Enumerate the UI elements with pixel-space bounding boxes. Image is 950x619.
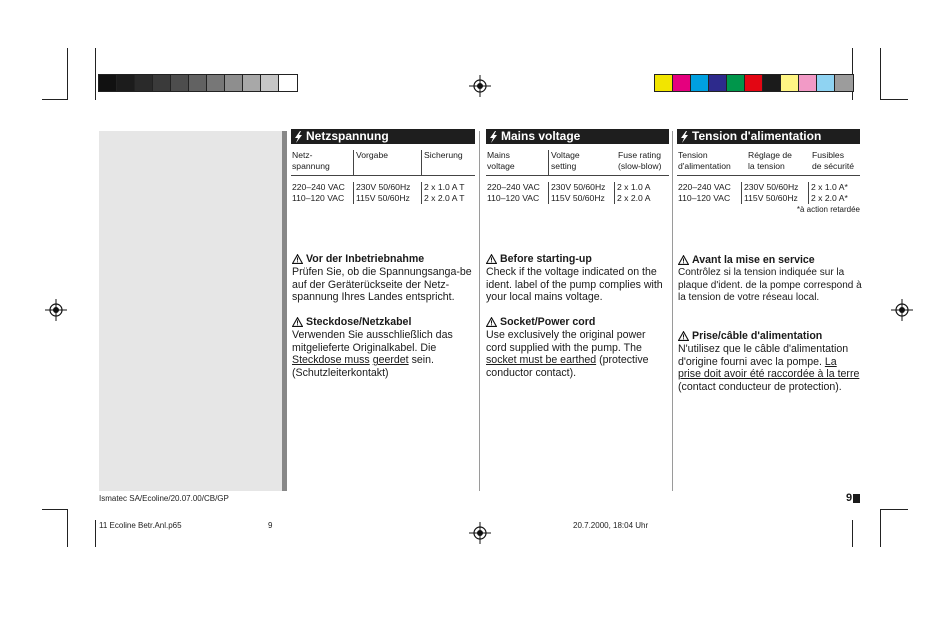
- table-header-cell: Vorgabe: [356, 150, 389, 160]
- color-swatch: [745, 75, 763, 91]
- file-name: 11 Ecoline Betr.Anl.p65: [99, 521, 182, 530]
- section-title: Netzspannung: [306, 129, 389, 143]
- table-footnote: *à action retardée: [796, 205, 860, 214]
- color-swatch: [207, 75, 225, 91]
- body-text: Verwenden Sie ausschließlich das mitgelieferte Originalkabel. Die: [292, 328, 453, 354]
- table-header-cell: de sécurité: [812, 161, 855, 171]
- table-cell: 2 x 1.0 A: [614, 182, 669, 193]
- color-swatch: [261, 75, 279, 91]
- color-swatch: [781, 75, 799, 91]
- section-header: [677, 129, 860, 144]
- color-swatch: [763, 75, 781, 91]
- section-body: [678, 343, 862, 394]
- table-header-cell: setting: [551, 161, 577, 171]
- table-header-cell: Netz-: [292, 150, 313, 160]
- crop-mark: [67, 48, 68, 100]
- color-swatch: [117, 75, 135, 91]
- color-swatch: [279, 75, 297, 91]
- crop-mark: [880, 509, 881, 547]
- table-cell: 2 x 1.0 A*: [808, 182, 860, 193]
- document-reference: Ismatec SA/Ecoline/20.07.00/CB/GP: [99, 494, 229, 503]
- section-title: Mains voltage: [501, 129, 581, 143]
- warning-icon: [292, 254, 303, 264]
- section-heading: Socket/Power cord: [500, 316, 596, 328]
- table-header-cell: Fuse rating: [618, 150, 661, 160]
- voltage-table: [291, 150, 475, 204]
- warning-icon: [292, 317, 303, 327]
- power-cord-section-fr: [678, 330, 862, 394]
- table-header-cell: (slow-blow): [618, 161, 662, 171]
- underlined-text: geerdet: [372, 354, 409, 367]
- crop-mark: [880, 99, 908, 100]
- table-cell: 220–240 VAC: [678, 182, 731, 192]
- underlined-text: socket must be earthed: [486, 354, 597, 367]
- voltage-table: [486, 150, 669, 204]
- color-swatch: [799, 75, 817, 91]
- table-cell: 230V 50/60Hz: [353, 182, 421, 193]
- section-body: Check if the voltage indicated on the ident. label of the pump complies with your local mains voltage.: [486, 265, 663, 304]
- table-header-cell: Sicherung: [424, 150, 463, 160]
- color-swatch: [727, 75, 745, 91]
- table-cell: 115V 50/60Hz: [353, 193, 421, 204]
- table-cell: 2 x 1.0 A T: [421, 182, 475, 193]
- table-header-cell: Fusibles: [812, 150, 844, 160]
- table-cell: 110–120 VAC: [487, 193, 540, 203]
- lightning-icon: [294, 131, 303, 143]
- column-divider: [672, 131, 673, 491]
- color-swatch: [691, 75, 709, 91]
- crop-mark: [42, 509, 68, 510]
- warning-icon: [678, 331, 689, 341]
- color-swatch: [189, 75, 207, 91]
- crop-mark: [880, 48, 881, 100]
- table-header-cell: d'alimentation: [678, 161, 731, 171]
- table-cell: 110–120 VAC: [292, 193, 345, 203]
- table-cell: 2 x 2.0 A: [614, 193, 669, 204]
- table-cell: 220–240 VAC: [292, 182, 345, 192]
- print-timestamp: 20.7.2000, 18:04 Uhr: [573, 521, 649, 530]
- table-cell: 2 x 2.0 A*: [808, 193, 860, 204]
- color-swatch: [243, 75, 261, 91]
- startup-section-de: [292, 253, 477, 304]
- section-title: Tension d'alimentation: [692, 129, 822, 143]
- section-body: [486, 329, 666, 380]
- table-row: [677, 182, 860, 193]
- page-number-block: [853, 494, 860, 503]
- color-swatch: [709, 75, 727, 91]
- table-cell: 115V 50/60Hz: [548, 193, 614, 204]
- column-english: [486, 129, 669, 204]
- column-french: [677, 129, 860, 215]
- table-header-cell: spannung: [292, 161, 330, 171]
- side-panel-edge: [282, 131, 287, 491]
- color-swatch: [225, 75, 243, 91]
- color-swatch: [817, 75, 835, 91]
- color-swatch: [135, 75, 153, 91]
- lightning-icon: [680, 131, 689, 143]
- section-heading: Prise/câble d'alimentation: [692, 330, 823, 342]
- page-number-text: 9: [846, 492, 853, 504]
- color-swatch: [835, 75, 853, 91]
- body-text: sein. (Schutzleiterkontakt): [292, 354, 434, 380]
- power-cord-section-de: [292, 316, 472, 380]
- registration-mark-icon: [469, 522, 491, 544]
- crop-mark: [880, 509, 908, 510]
- crop-mark: [67, 509, 68, 547]
- table-header-cell: Tension: [678, 150, 708, 160]
- process-color-bar: [654, 74, 854, 92]
- file-page: 9: [268, 521, 273, 530]
- crop-mark: [95, 520, 96, 547]
- lightning-icon: [489, 131, 498, 143]
- table-cell: 230V 50/60Hz: [741, 182, 808, 193]
- table-header-cell: Voltage: [551, 150, 580, 160]
- section-header: [291, 129, 475, 144]
- table-row: [291, 182, 475, 193]
- column-divider: [479, 131, 480, 491]
- registration-mark-icon: [891, 299, 913, 321]
- registration-mark-icon: [469, 75, 491, 97]
- underlined-text: Steckdose muss: [292, 354, 370, 367]
- table-row: [291, 193, 475, 204]
- underlined-text: La prise doit avoir été raccordée à la terre: [678, 355, 860, 381]
- section-body: Contrôlez si la tension indiquée sur la plaque d'ident. de la pompe correspond à la tension de votre réseau local.: [678, 266, 862, 304]
- color-swatch: [171, 75, 189, 91]
- section-body: Prüfen Sie, ob die Spannungsanga-be auf der Geräterückseite der Netz-spannung Ihres Landes entspricht.: [292, 265, 472, 304]
- table-row: [486, 182, 669, 193]
- table-header-cell: la tension: [748, 161, 785, 171]
- section-heading: Before starting-up: [500, 253, 592, 265]
- section-heading: Steckdose/Netzkabel: [306, 316, 412, 328]
- body-text: (protective conductor contact).: [486, 354, 649, 380]
- body-text: (contact conducteur de protection).: [678, 381, 842, 394]
- color-swatch: [655, 75, 673, 91]
- color-swatch: [153, 75, 171, 91]
- body-text: Use exclusively the original power cord supplied with the pump. The: [486, 328, 646, 354]
- table-cell: 230V 50/60Hz: [548, 182, 614, 193]
- power-cord-section-en: [486, 316, 666, 380]
- gray-color-bar: [98, 74, 298, 92]
- table-cell: 2 x 2.0 A T: [421, 193, 475, 204]
- crop-mark: [95, 48, 96, 100]
- warning-icon: [678, 255, 689, 265]
- warning-icon: [486, 317, 497, 327]
- table-header-cell: Mains: [487, 150, 510, 160]
- section-heading: Vor der Inbetriebnahme: [306, 253, 425, 265]
- side-gray-panel: [99, 131, 282, 491]
- section-header: [486, 129, 669, 144]
- crop-mark: [42, 99, 68, 100]
- body-text: N'utilisez que le câble d'alimentation d'origine fourni avec la pompe.: [678, 342, 849, 368]
- section-body: [292, 329, 472, 380]
- table-cell: 110–120 VAC: [678, 193, 731, 203]
- section-heading: Avant la mise en service: [692, 254, 815, 266]
- registration-mark-icon: [45, 299, 67, 321]
- column-german: [291, 129, 475, 204]
- color-swatch: [673, 75, 691, 91]
- startup-section-fr: [678, 254, 862, 305]
- table-header-cell: voltage: [487, 161, 515, 171]
- voltage-table: [677, 150, 860, 215]
- color-swatch: [99, 75, 117, 91]
- table-row: [677, 193, 860, 204]
- page-number: [846, 492, 860, 504]
- table-row: [486, 193, 669, 204]
- startup-section-en: [486, 253, 670, 304]
- table-header-cell: Réglage de: [748, 150, 792, 160]
- crop-mark: [852, 520, 853, 547]
- warning-icon: [486, 254, 497, 264]
- table-cell: 220–240 VAC: [487, 182, 540, 192]
- table-cell: 115V 50/60Hz: [741, 193, 808, 204]
